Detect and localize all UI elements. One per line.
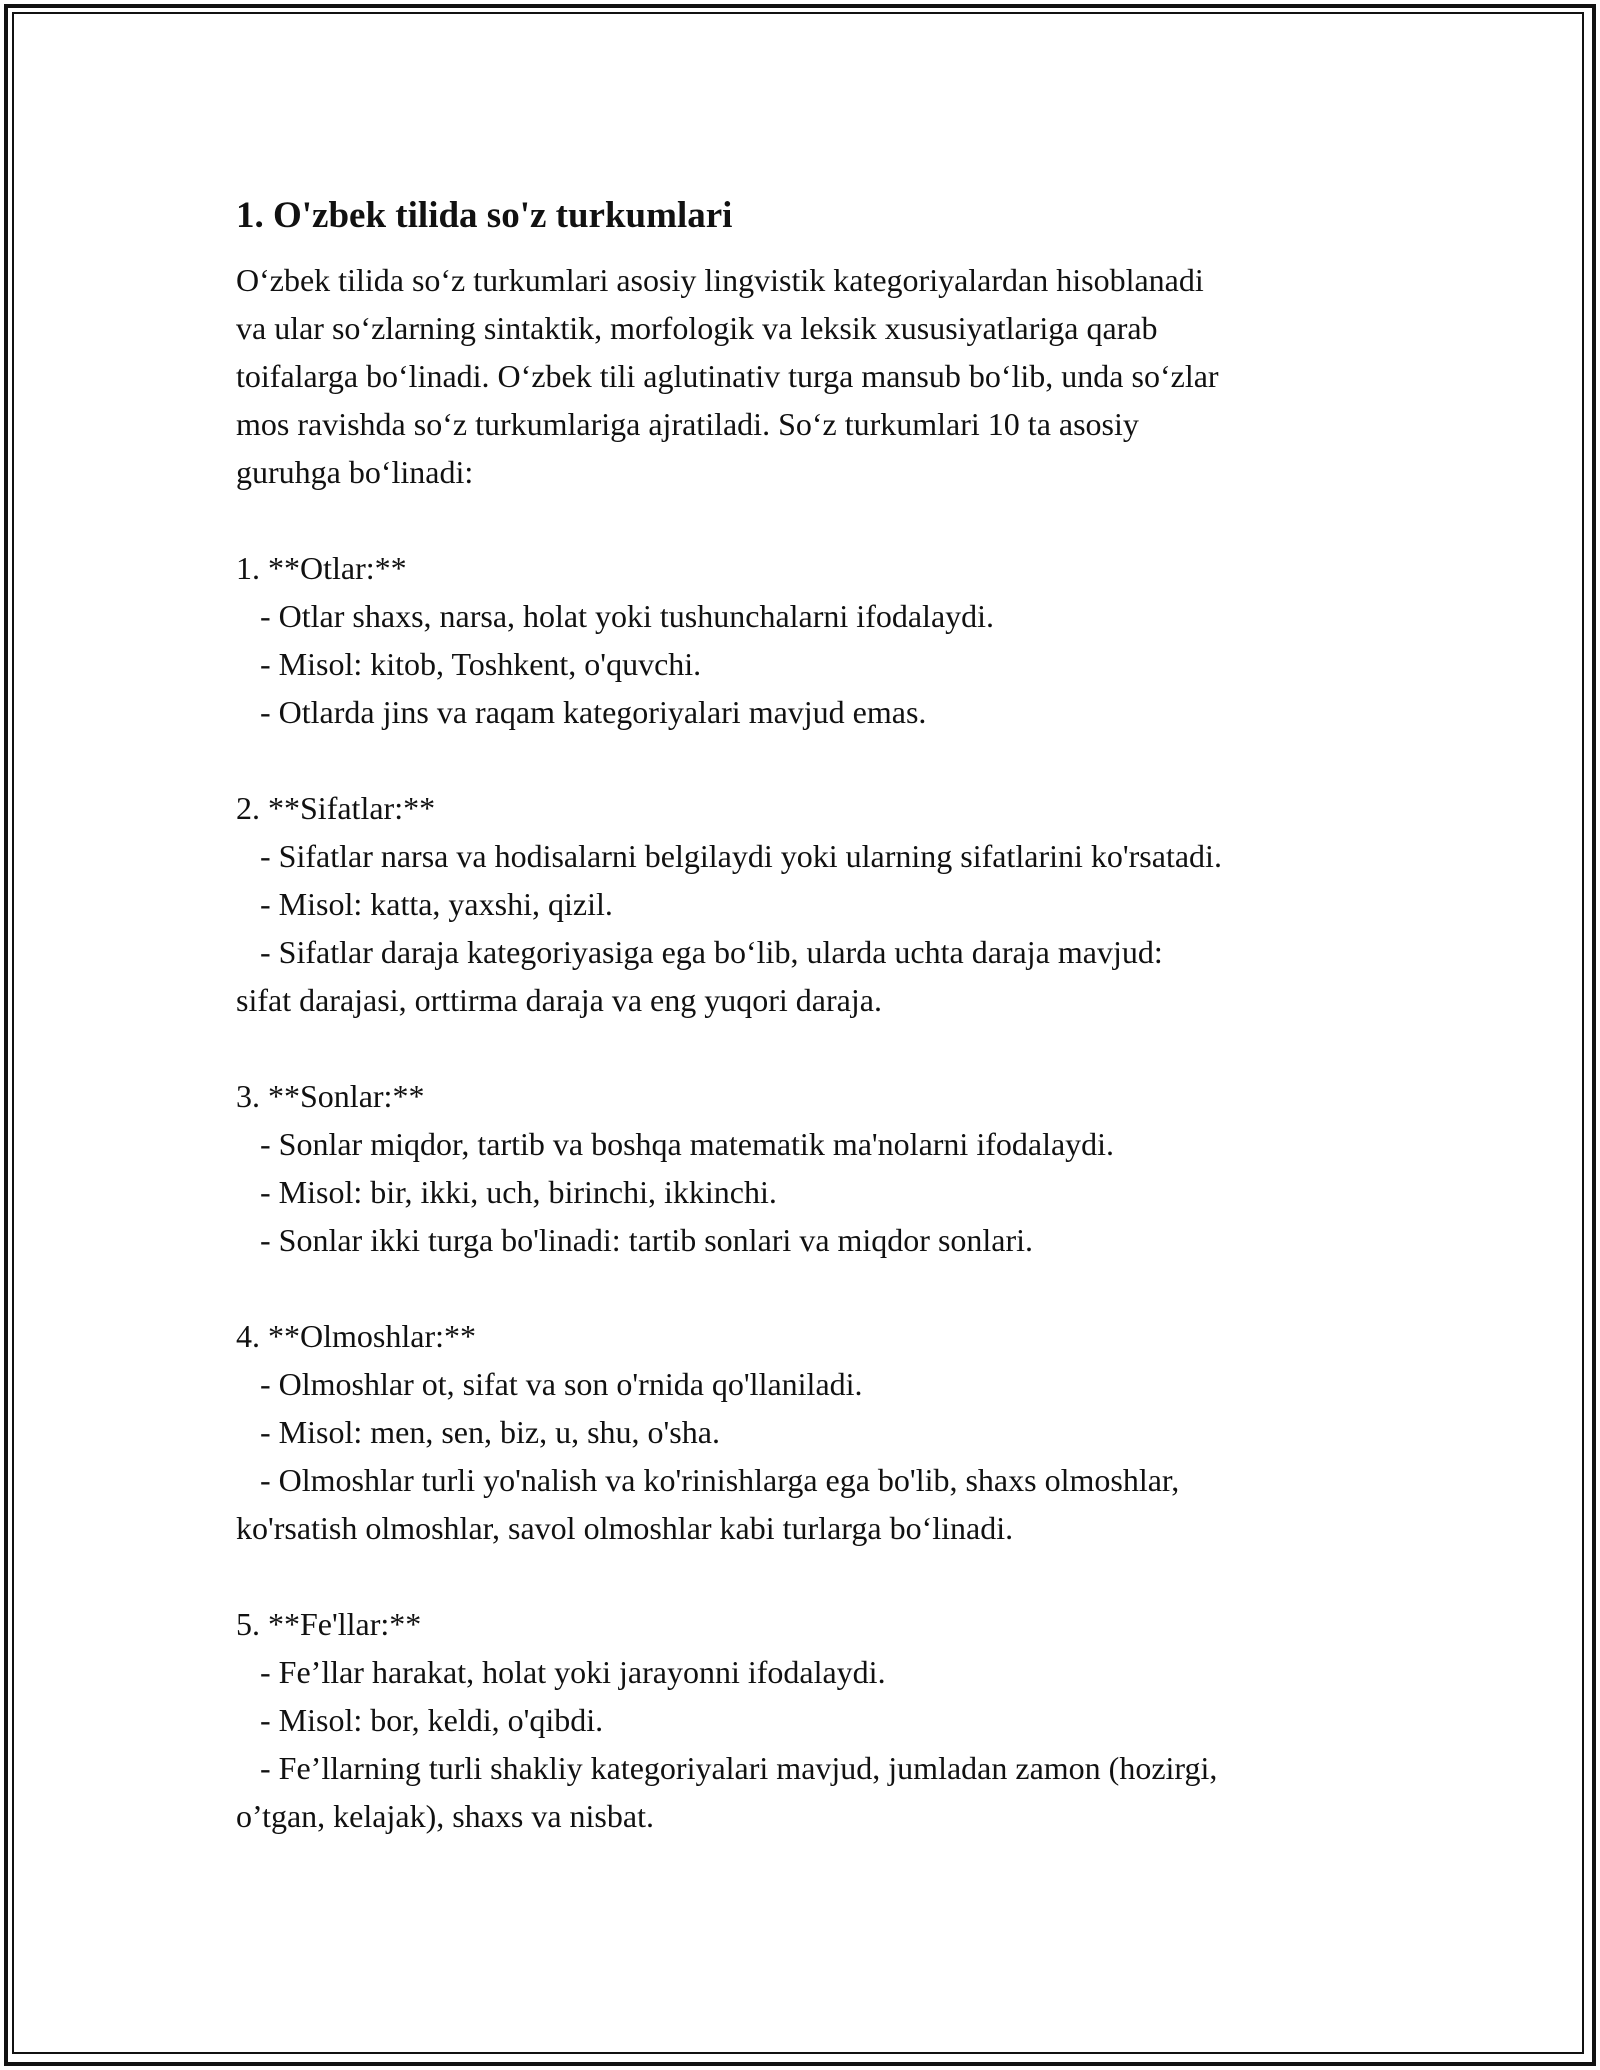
- intro-line: va ular so‘zlarning sintaktik, morfologik va leksik xususiyatlariga qarab: [236, 310, 1158, 346]
- section-line: - Otlar shaxs, narsa, holat yoki tushunchalarni ifodalaydi.: [236, 598, 995, 634]
- section-otlar: [236, 544, 1386, 736]
- section-heading: 2. **Sifatlar:**: [236, 790, 436, 826]
- section-line: sifat darajasi, orttirma daraja va eng yuqori daraja.: [236, 982, 882, 1018]
- section-line: o’tgan, kelajak), shaxs va nisbat.: [236, 1798, 654, 1834]
- section-line: - Misol: katta, yaxshi, qizil.: [236, 886, 613, 922]
- blank-line: [236, 1552, 1386, 1600]
- blank-line: [236, 496, 1386, 544]
- section-line: - Olmoshlar ot, sifat va son o'rnida qo'llaniladi.: [236, 1366, 863, 1402]
- blank-line: [236, 736, 1386, 784]
- section-olmoshlar: [236, 1312, 1386, 1552]
- blank-line: [236, 1264, 1386, 1312]
- section-line: - Otlarda jins va raqam kategoriyalari mavjud emas.: [236, 694, 927, 730]
- section-sonlar: [236, 1072, 1386, 1264]
- section-line: - Misol: kitob, Toshkent, o'quvchi.: [236, 646, 702, 682]
- intro-line: toifalarga bo‘linadi. O‘zbek tili aglutinativ turga mansub bo‘lib, unda so‘zlar: [236, 358, 1219, 394]
- section-line: - Sonlar ikki turga bo'linadi: tartib sonlari va miqdor sonlari.: [236, 1222, 1034, 1258]
- section-line: - Misol: bor, keldi, o'qibdi.: [236, 1702, 604, 1738]
- section-line: - Sonlar miqdor, tartib va boshqa matematik ma'nolarni ifodalaydi.: [236, 1126, 1115, 1162]
- blank-line: [236, 1024, 1386, 1072]
- section-line: - Sifatlar narsa va hodisalarni belgilaydi yoki ularning sifatlarini ko'rsatadi.: [236, 838, 1222, 874]
- section-heading: 5. **Fe'llar:**: [236, 1606, 422, 1642]
- section-line: - Olmoshlar turli yo'nalish va ko'rinishlarga ega bo'lib, shaxs olmoshlar,: [236, 1462, 1180, 1498]
- document-title: 1. O'zbek tilida so'z turkumlari: [236, 195, 733, 236]
- section-heading: 4. **Olmoshlar:**: [236, 1318, 476, 1354]
- document-body: [236, 188, 1386, 1840]
- intro-line: mos ravishda so‘z turkumlariga ajratiladi. So‘z turkumlari 10 ta asosiy: [236, 406, 1139, 442]
- section-line: - Sifatlar daraja kategoriyasiga ega bo‘lib, ularda uchta daraja mavjud:: [236, 934, 1163, 970]
- section-heading: 1. **Otlar:**: [236, 550, 407, 586]
- section-line: - Misol: men, sen, biz, u, shu, o'sha.: [236, 1414, 720, 1450]
- intro-paragraph: [236, 256, 1386, 496]
- section-line: - Fe’llar harakat, holat yoki jarayonni ifodalaydi.: [236, 1654, 886, 1690]
- section-heading: 3. **Sonlar:**: [236, 1078, 425, 1114]
- section-sifatlar: [236, 784, 1386, 1024]
- intro-line: guruhga bo‘linadi:: [236, 454, 474, 490]
- section-fellar: [236, 1600, 1386, 1840]
- intro-line: O‘zbek tilida so‘z turkumlari asosiy lingvistik kategoriyalardan hisoblanadi: [236, 262, 1204, 298]
- section-line: - Fe’llarning turli shakliy kategoriyalari mavjud, jumladan zamon (hozirgi,: [236, 1750, 1218, 1786]
- section-line: ko'rsatish olmoshlar, savol olmoshlar kabi turlarga bo‘linadi.: [236, 1510, 1014, 1546]
- section-line: - Misol: bir, ikki, uch, birinchi, ikkinchi.: [236, 1174, 777, 1210]
